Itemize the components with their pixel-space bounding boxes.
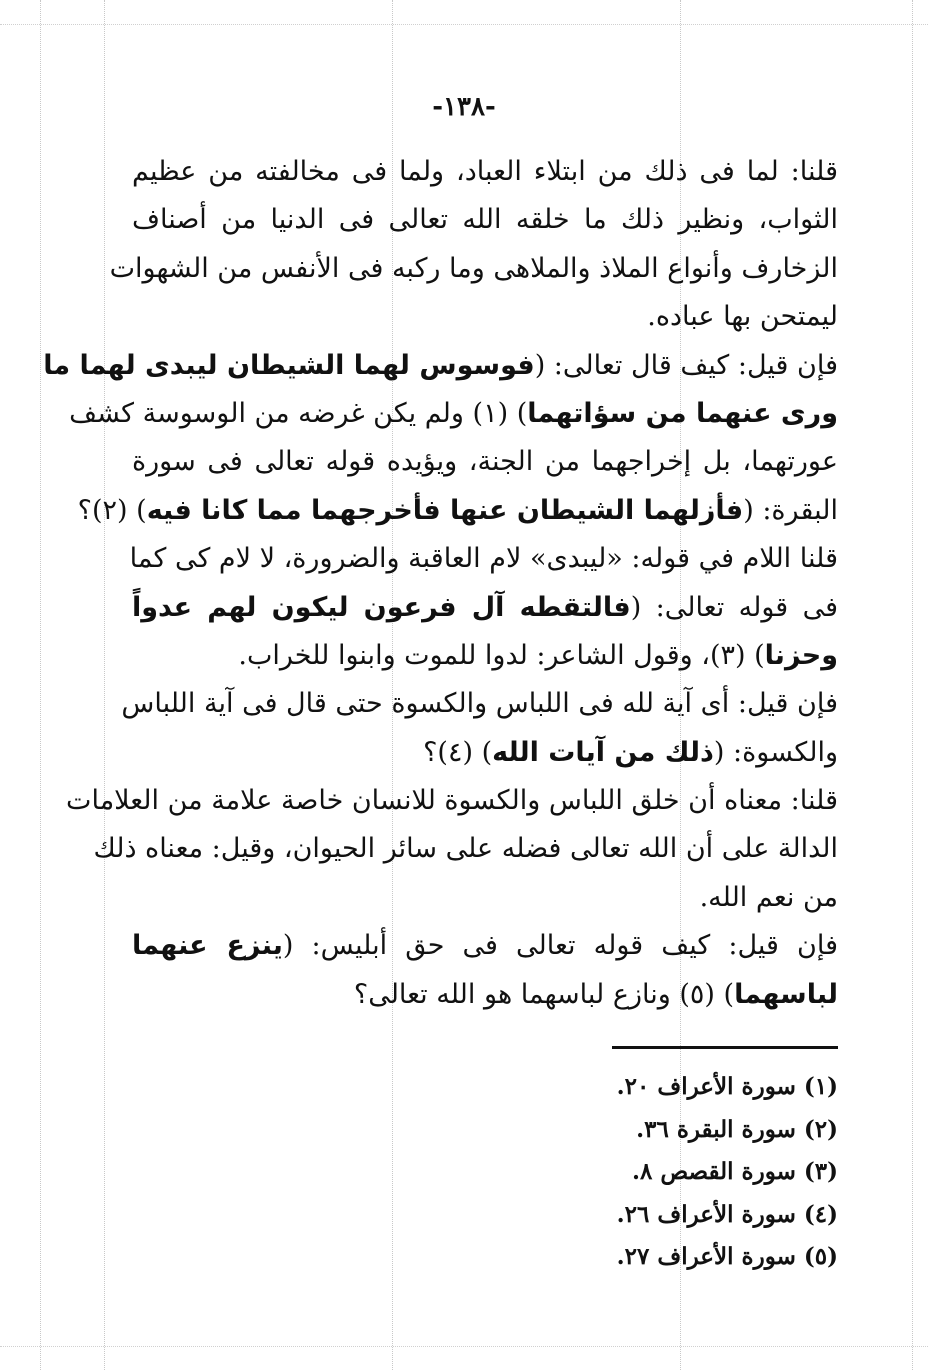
footnote-item: (٣) سورة القصص ٨. bbox=[632, 1158, 838, 1185]
text-line bbox=[132, 584, 838, 632]
quran-quote: ورى عنهما من سؤاتهما bbox=[527, 397, 838, 429]
quran-quote: لباسهما bbox=[734, 978, 838, 1010]
quran-quote: ينزع عنهما bbox=[132, 930, 283, 962]
text-segment: عورتهما، بل إخراجهما من الجنة، ويؤيده قوله تعالى فى سورة bbox=[132, 446, 838, 478]
text-line bbox=[69, 390, 838, 438]
text-segment: قلنا: لما فى ذلك من ابتلاء العباد، ولما فى مخالفته من عظيم bbox=[132, 156, 838, 187]
scan-guide-line bbox=[912, 0, 913, 1370]
text-segment: ) (٣)، وقول الشاعر: لدوا للموت وابنوا للخراب. bbox=[238, 639, 765, 671]
text-segment: الثواب، ونظير ذلك ما خلقه الله تعالى فى الدنيا من أصناف bbox=[132, 204, 838, 236]
text-segment: ) (٢)؟ bbox=[77, 494, 147, 526]
text-line bbox=[132, 632, 838, 680]
text-line bbox=[132, 148, 838, 196]
text-line bbox=[121, 680, 838, 728]
footnote-item: (١) سورة الأعراف ٢٠. bbox=[616, 1073, 838, 1100]
text-line bbox=[132, 196, 838, 244]
text-line bbox=[132, 293, 838, 341]
text-line bbox=[43, 342, 838, 390]
text-segment: الزخارف وأنواع الملاذ والملاهى وما ركبه فى الأنفس من الشهوات bbox=[109, 252, 838, 284]
text-segment: ) (١) ولم يكن غرضه من الوسوسة كشف bbox=[69, 397, 528, 429]
footnote-item: (٤) سورة الأعراف ٢٦. bbox=[616, 1200, 838, 1228]
footnotes bbox=[500, 1066, 838, 1279]
text-segment: فإن قيل: أى آية لله فى اللباس والكسوة حتى قال فى آية اللباس bbox=[121, 688, 838, 720]
text-segment: فى قوله تعالى: ( bbox=[630, 591, 838, 623]
quran-quote: فأزلهما الشيطان عنها فأخرجهما مما كانا فيه bbox=[146, 494, 744, 526]
scan-guide-line bbox=[0, 24, 928, 25]
text-line bbox=[132, 922, 838, 970]
text-segment: فإن قيل: كيف قوله تعالى فى حق أبليس: ( bbox=[282, 930, 839, 962]
text-segment: الدالة على أن الله تعالى فضله على سائر الحيوان، وقيل: معناه ذلك bbox=[93, 833, 838, 865]
text-segment: البقرة: ( bbox=[743, 494, 838, 526]
text-segment: ليمتحن بها عباده. bbox=[647, 301, 838, 333]
footnote-item: (٥) سورة الأعراف ٢٧. bbox=[616, 1243, 838, 1270]
text-line bbox=[132, 729, 838, 777]
text-line bbox=[66, 777, 838, 825]
quran-quote: ذلك من آيات الله bbox=[492, 736, 714, 768]
text-segment: قلنا اللام في قوله: «ليبدى» لام العاقبة والضرورة، لا لام كى كما bbox=[129, 543, 838, 575]
text-segment: فإن قيل: كيف قال تعالى: ( bbox=[534, 349, 838, 381]
scan-guide-line bbox=[40, 0, 41, 1370]
scan-guide-line bbox=[0, 1346, 928, 1347]
text-line bbox=[93, 825, 838, 873]
text-segment: قلنا: معناه أن خلق اللباس والكسوة للانسان خاصة علامة من العلامات bbox=[66, 785, 838, 817]
scan-guide-line bbox=[104, 0, 105, 1370]
quran-quote: فالتقطه آل فرعون ليكون لهم عدواً bbox=[132, 591, 631, 623]
body-text bbox=[43, 148, 839, 1019]
text-segment: ) (٤)؟ bbox=[423, 736, 493, 768]
text-segment: من نعم الله. bbox=[699, 881, 838, 913]
text-segment: والكسوة: ( bbox=[713, 736, 838, 768]
text-line bbox=[132, 971, 838, 1019]
text-line bbox=[132, 874, 838, 922]
footnote-separator bbox=[612, 1046, 838, 1049]
quran-quote: فوسوس لهما الشيطان ليبدى لهما ما bbox=[43, 349, 535, 381]
quran-quote: وحزنا bbox=[764, 639, 838, 671]
text-line bbox=[109, 245, 838, 293]
footnote-item: (٢) سورة البقرة ٣٦. bbox=[636, 1115, 838, 1143]
text-line bbox=[132, 438, 838, 486]
page-number: -١٣٨- bbox=[432, 92, 496, 122]
text-line bbox=[77, 487, 838, 535]
text-segment: ) (٥) ونازع لباسهما هو الله تعالى؟ bbox=[353, 978, 735, 1010]
text-line bbox=[129, 535, 838, 583]
